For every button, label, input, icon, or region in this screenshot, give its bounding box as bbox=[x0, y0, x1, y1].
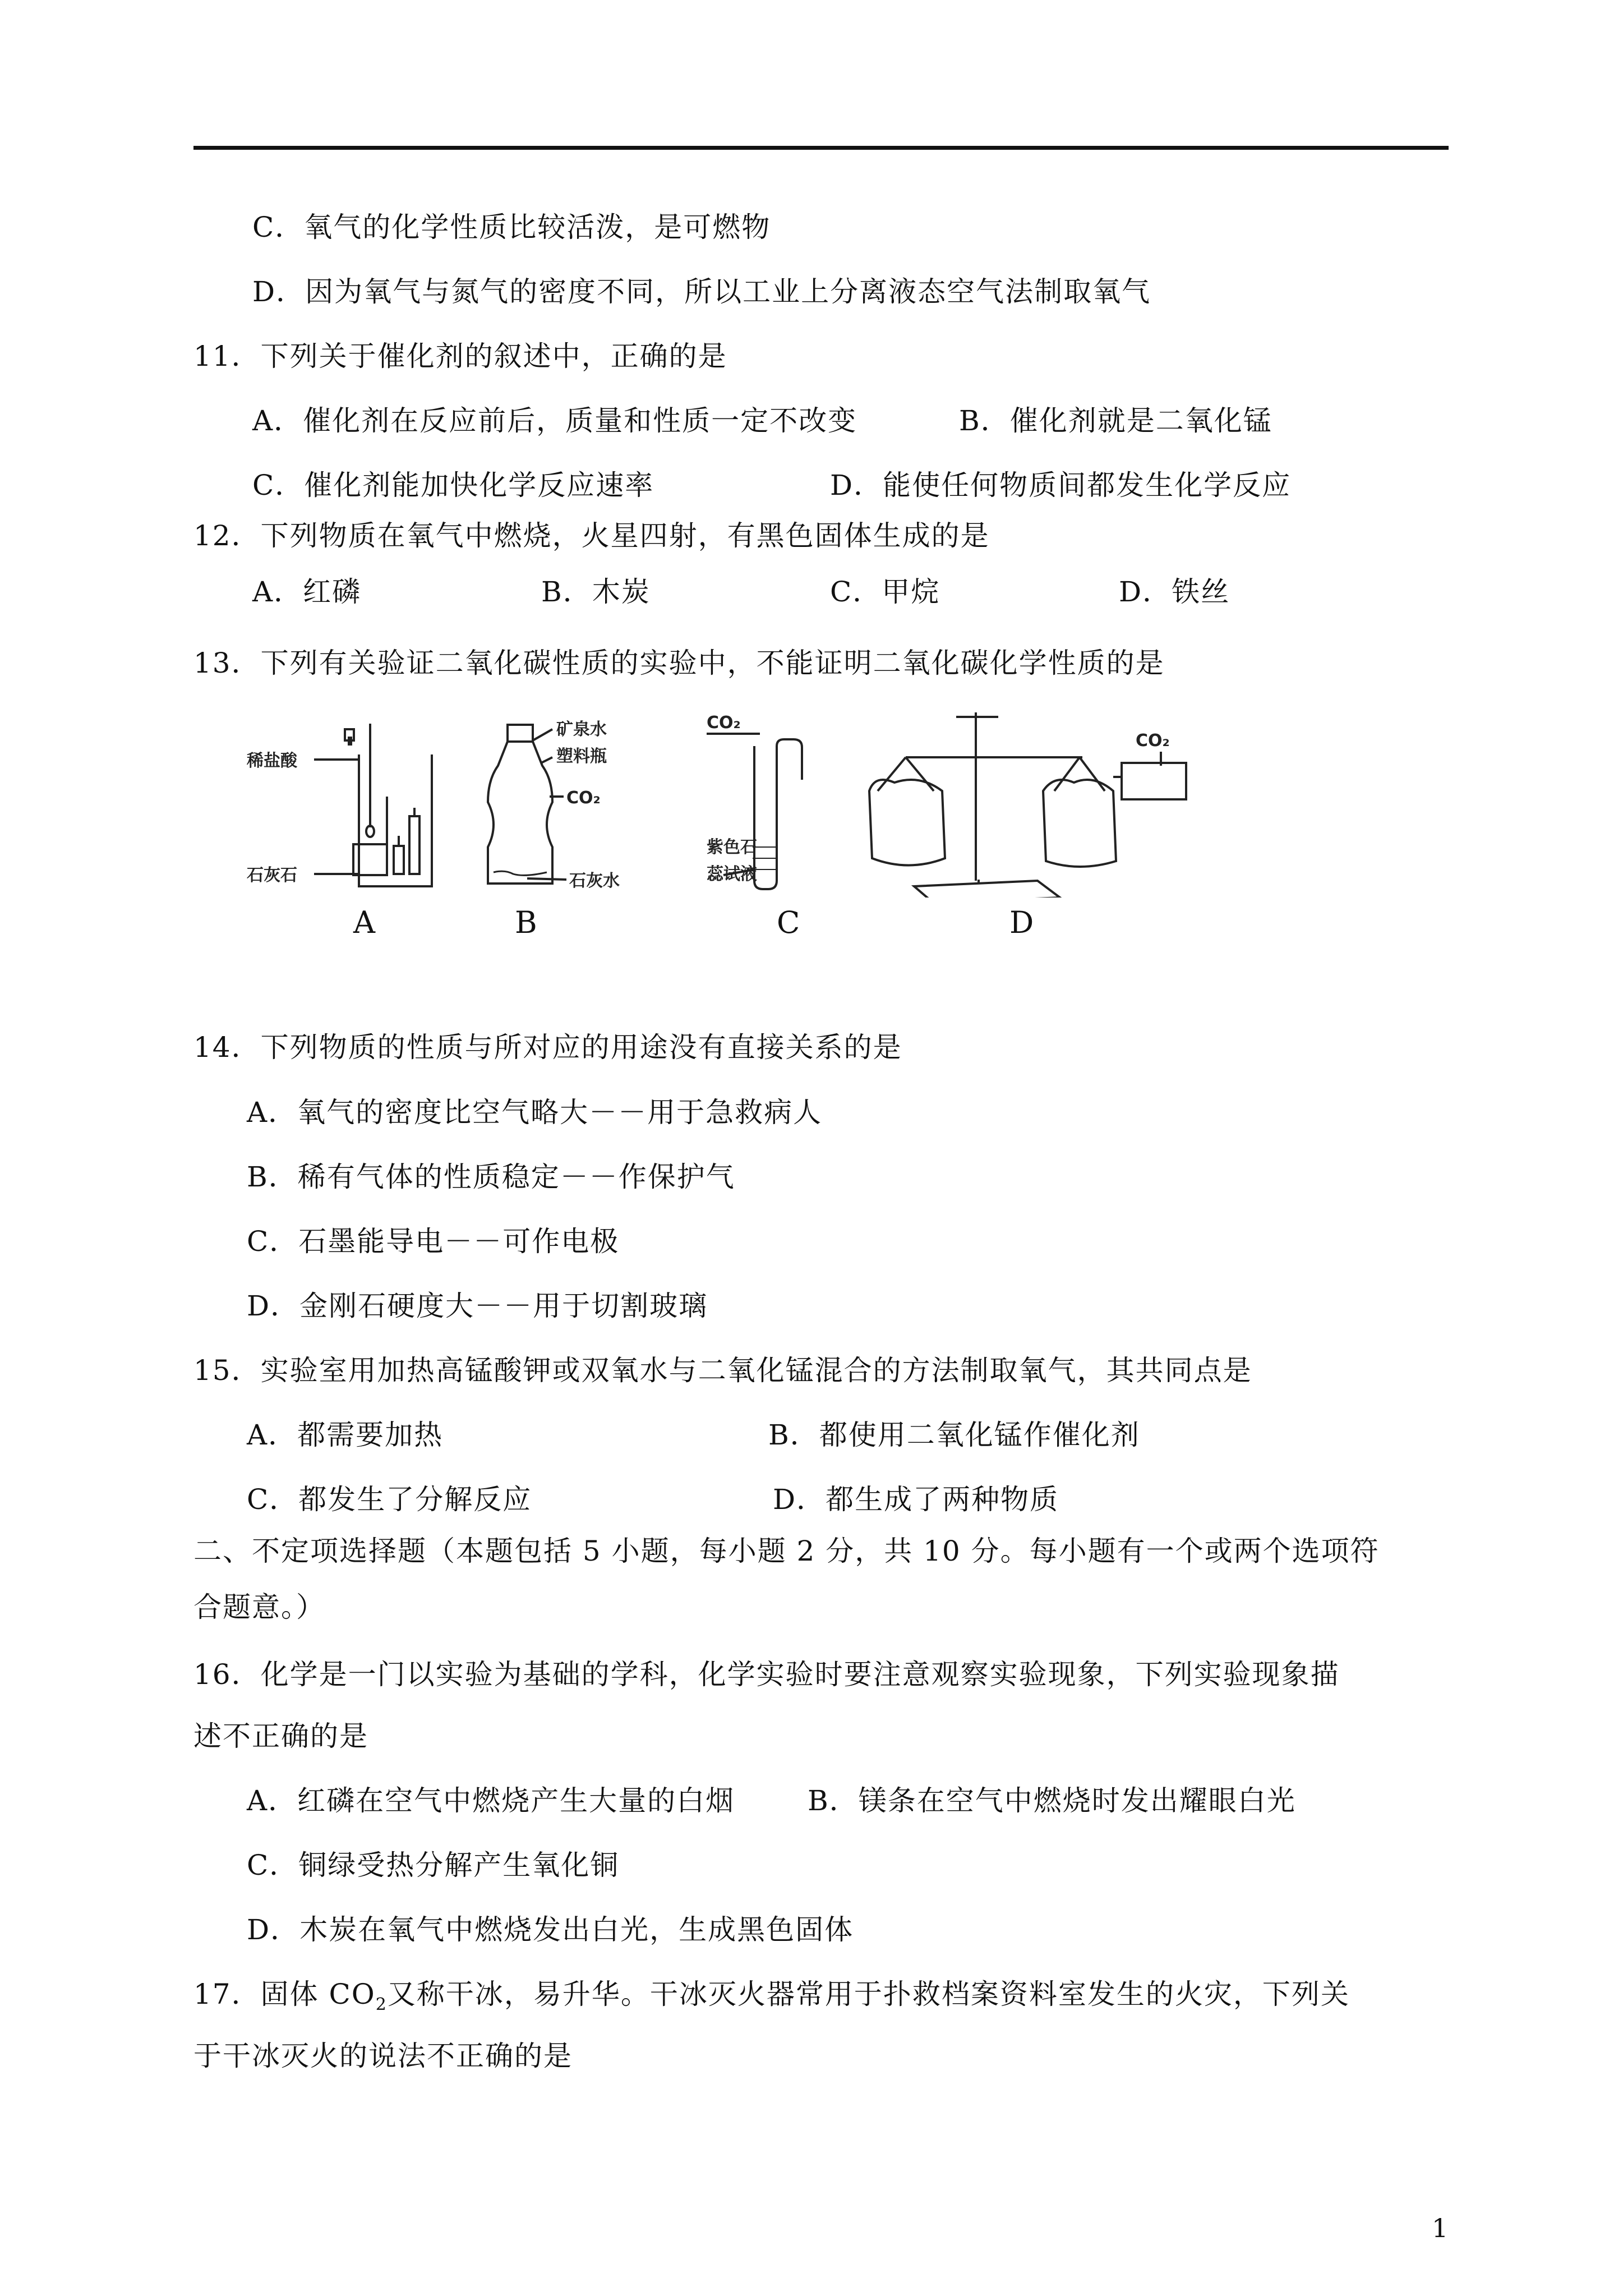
q14-option-a: A．氧气的密度比空气略大－－用于急救病人 bbox=[247, 1096, 823, 1129]
q15-option-c: C．都发生了分解反应 bbox=[247, 1483, 532, 1516]
q14-option-d: D．金刚石硬度大－－用于切割玻璃 bbox=[247, 1290, 708, 1322]
figure-a-label-acid: 稀盐酸 bbox=[247, 751, 297, 771]
q15-option-d: D．都生成了两种物质 bbox=[773, 1483, 1059, 1516]
q12-option-a: A．红磷 bbox=[252, 576, 362, 608]
q11-stem: 11．下列关于催化剂的叙述中，正确的是 bbox=[193, 340, 727, 372]
figure-d-label-gas: CO₂ bbox=[1136, 731, 1170, 751]
figure-b-label-bottle1: 矿泉水 bbox=[556, 720, 607, 739]
figure-c-label-litmus2: 蕊试液 bbox=[707, 864, 757, 884]
q15-option-b: B．都使用二氧化锰作催化剂 bbox=[768, 1419, 1140, 1451]
q11-option-a: A．催化剂在反应前后，质量和性质一定不改变 bbox=[252, 404, 857, 437]
figure-a-apparatus bbox=[314, 724, 432, 886]
q16-option-a: A．红磷在空气中燃烧产生大量的白烟 bbox=[247, 1784, 735, 1817]
figure-b-label-bottle2: 塑料瓶 bbox=[556, 747, 607, 766]
q16-option-d: D．木炭在氧气中燃烧发出白光，生成黑色固体 bbox=[247, 1913, 854, 1946]
q12-option-c: C．甲烷 bbox=[830, 576, 940, 608]
page-number: 1 bbox=[1432, 2213, 1449, 2243]
q17-subscript: 2 bbox=[375, 1995, 388, 2014]
figure-label-d: D bbox=[1009, 905, 1034, 940]
q12-option-d: D．铁丝 bbox=[1119, 576, 1230, 608]
q16-stem: 16．化学是一门以实验为基础的学科，化学实验时要注意观察实验现象，下列实验现象描 bbox=[193, 1658, 1340, 1691]
q15-stem: 15．实验室用加热高锰酸钾或双氧水与二氧化锰混合的方法制取氧气，其共同点是 bbox=[193, 1354, 1252, 1387]
q13-experiment-figure bbox=[247, 712, 1211, 898]
figure-b-apparatus bbox=[488, 725, 566, 884]
figure-b-label-gas: CO₂ bbox=[566, 788, 601, 808]
q17-stem-rest: 又称干冰，易升华。干冰灭火器常用于扑救档案资料室发生的火灾，下列关 bbox=[387, 1978, 1350, 2010]
figure-label-a: A bbox=[353, 905, 375, 940]
figure-b-label-limewater: 石灰水 bbox=[569, 871, 620, 891]
header-rule bbox=[193, 146, 1449, 150]
q17-stem-start: 17．固体 CO bbox=[193, 1978, 376, 2010]
q14-option-c: C．石墨能导电－－可作电极 bbox=[247, 1225, 620, 1258]
figure-label-c: C bbox=[777, 905, 800, 940]
q16-stem-cont: 述不正确的是 bbox=[193, 1720, 368, 1752]
q10-option-d: D．因为氧气与氮气的密度不同，所以工业上分离液态空气法制取氧气 bbox=[252, 275, 1151, 308]
q12-option-b: B．木炭 bbox=[541, 576, 651, 608]
q12-stem: 12．下列物质在氧气中燃烧，火星四射，有黑色固体生成的是 bbox=[193, 519, 990, 552]
q17-stem bbox=[193, 1977, 1350, 2022]
q11-option-c: C．催化剂能加快化学反应速率 bbox=[252, 469, 654, 501]
section-2-heading: 二、不定项选择题（本题包括 5 小题，每小题 2 分，共 10 分。每小题有一个或两个选项符 bbox=[193, 1535, 1380, 1567]
q17-stem-cont: 于干冰灭火的说法不正确的是 bbox=[193, 2040, 573, 2072]
figure-a-label-stone: 石灰石 bbox=[247, 866, 297, 885]
q16-option-b: B．镁条在空气中燃烧时发出耀眼白光 bbox=[808, 1784, 1296, 1817]
q16-option-c: C．铜绿受热分解产生氧化铜 bbox=[247, 1849, 620, 1881]
figure-label-b: B bbox=[515, 905, 537, 940]
section-2-heading-cont: 合题意。） bbox=[193, 1591, 325, 1623]
figure-c-label-litmus1: 紫色石 bbox=[707, 838, 757, 857]
q10-option-c: C．氧气的化学性质比较活泼，是可燃物 bbox=[252, 211, 771, 243]
q15-option-a: A．都需要加热 bbox=[247, 1419, 444, 1451]
q11-option-b: B．催化剂就是二氧化锰 bbox=[959, 404, 1272, 437]
q13-stem: 13．下列有关验证二氧化碳性质的实验中，不能证明二氧化碳化学性质的是 bbox=[193, 647, 1165, 679]
q11-option-d: D．能使任何物质间都发生化学反应 bbox=[830, 469, 1292, 501]
figure-c-label-gas: CO₂ bbox=[707, 713, 741, 733]
q14-stem: 14．下列物质的性质与所对应的用途没有直接关系的是 bbox=[193, 1031, 902, 1064]
q14-option-b: B．稀有气体的性质稳定－－作保护气 bbox=[247, 1161, 735, 1193]
